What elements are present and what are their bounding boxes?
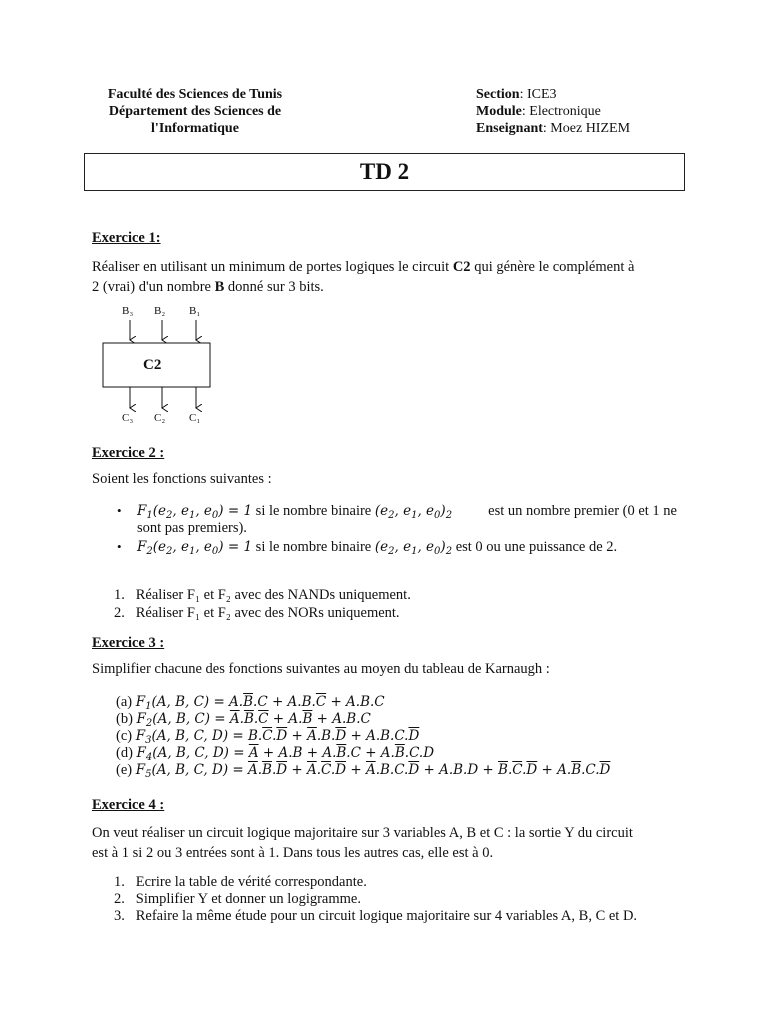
ex4-q2: 2. Simplifier Y et donner un logigramme. [114,891,361,907]
bullet-1: $F_1(e_2$, $e_1$, $e_0) = 1$ si le nombre binaire ($e_2$, $e_1$, $e_0)_2$ est un nombre premier (0 et 1 ne sont pas premiers). [137,503,677,536]
func-d: (d) $F_4(A$, B, C, $D) = \overline{A} + A.B + A.\overline{B}.C + A.\overline{B}.C.D$ [116,745,435,763]
input-label-b1: B₁ [189,305,201,317]
faculty-line-3: l'Informatique [151,121,239,136]
func-b: (b) $F_2(A$, B, $C) = \overline{A}.\overline{B}.\overline{C} + A.\overline{B} + A.B.C$ [116,711,371,729]
input-label-b2: B₂ [154,305,166,317]
ex4-heading: Exercice 4 : [92,797,165,813]
input-label-b3: B₃ [122,305,134,317]
ex3-functions [116,694,610,779]
ex4-paragraph: On veut réaliser un circuit logique majoritaire sur 3 variables A, B et C : la sortie Y du circuit est à 1 si 2 ou 3 entrées sont à 1. Dans tous les autres cas, elle est à 0. [92,825,633,861]
ex4-questions [114,874,637,925]
ex1-text: Réaliser en utilisant un minimum de portes logiques le circuit C2 qui génère le complément à 2 (vrai) d'un nombre B donné sur 3 bits. [92,259,635,295]
ex2-heading: Exercice 2 : [92,445,165,461]
course-info [476,86,630,137]
teacher-line: Enseignant: Moez HIZEM [476,121,631,136]
title-box [84,153,685,191]
output-arrows [130,387,196,408]
faculty-line-2: Département des Sciences de [108,104,282,119]
bullet-2-dot: • [117,539,122,554]
ex2-q1: 1. Réaliser F₁ et F₂ avec des NANDs uniquement. [114,587,411,603]
ex3-heading: Exercice 3 : [92,635,165,651]
ex2-questions [114,586,411,622]
ex3-intro: Simplifier chacune des fonctions suivantes au moyen du tableau de Karnaugh : [92,661,550,677]
output-label-c3: C₃ [122,412,134,424]
func-a: (a) $F_1(A$, B, $C) = A.\overline{B}.C + A.B.\overline{C} + A.B.C$ [116,694,385,712]
output-label-c1: C₁ [189,412,201,424]
bullet-2: $F_2(e_2$, $e_1$, $e_0) = 1$ si le nombre binaire ($e_2$, $e_1$, $e_0)_2$ est 0 ou une puissance de 2. [137,539,618,557]
ex4-q3: 3. Refaire la même étude pour un circuit logique majoritaire sur 4 variables A, B, C et D. [114,908,638,924]
faculty-line-1: Faculté des Sciences de Tunis [107,87,283,102]
ex2-intro: Soient les fonctions suivantes : [92,471,272,487]
output-label-c2: C₂ [154,412,166,424]
faculty-header [72,86,318,137]
module-line: Module: Electronique [476,104,601,119]
block-label: C2 [143,357,162,373]
func-e: (e) $F_5(A$, B, C, $D) = \overline{A}.\overline{B}.\overline{D} + \overline{A}.\overline{C}.\overline{D} + \overline{A}.B.C.\overline{D} + A.B.D + \overline{B}.\overline{C}.\overline{D} + A.\overline{B}.C.\overline{D}$ [116,762,611,780]
ex1-heading: Exercice 1: [92,230,161,246]
func-c: (c) $F_3(A$, B, C, $D) = B.\overline{C}.\overline{D} + \overline{A}.B.\overline{D} + A.B.C.\overline{D}$ [116,728,420,746]
bullet-1-dot: • [117,503,122,518]
input-arrows [130,320,196,340]
section-line: Section: ICE3 [476,87,557,102]
ex2-q2: 2. Réaliser F₁ et F₂ avec des NORs uniquement. [114,605,400,621]
page-title: TD 2 [359,159,410,184]
ex4-q1: 1. Ecrire la table de vérité correspondante. [114,874,367,890]
